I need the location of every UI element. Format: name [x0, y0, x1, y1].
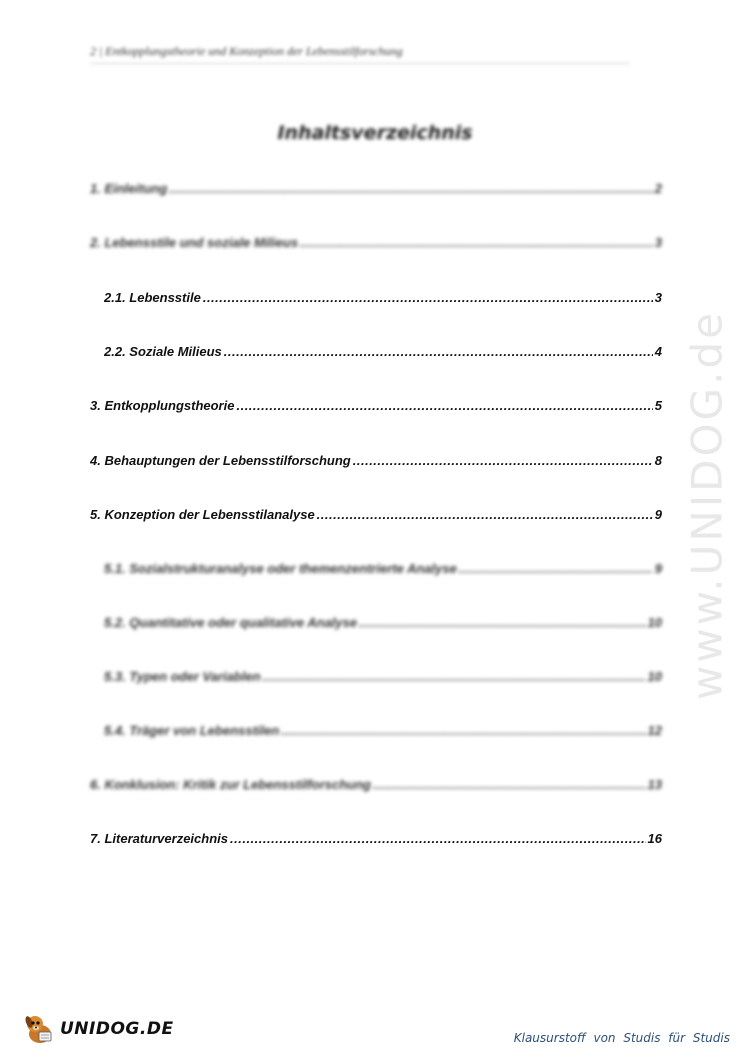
toc-entry-page: 2	[654, 181, 662, 196]
toc-leader-dots	[281, 723, 645, 738]
toc-entry-page: 12	[647, 723, 662, 738]
toc-leader-dots	[300, 235, 653, 250]
dog-mascot-icon	[22, 1012, 56, 1046]
toc-entry-label: 2.2. Soziale Milieus	[104, 344, 222, 359]
toc-entry	[104, 723, 662, 738]
toc-entry-page: 16	[647, 831, 662, 846]
toc-entry-page: 13	[647, 777, 662, 792]
toc-entry-label: 3. Entkopplungstheorie	[90, 398, 235, 413]
toc-entry-label: 5.2. Quantitative oder qualitative Analyse	[104, 615, 358, 630]
toc-entry-label: 5. Konzeption der Lebensstilanalyse	[90, 507, 315, 522]
toc-title: Inhaltsverzeichnis	[277, 122, 473, 144]
toc-leader-dots	[353, 453, 653, 468]
toc-leader-dots	[230, 831, 646, 846]
toc-entry-page: 8	[654, 453, 662, 468]
toc-entry-label: 5.3. Typen oder Variablen	[104, 669, 261, 684]
toc-entry-label: 4. Behauptungen der Lebensstilforschung	[90, 453, 351, 468]
logo-text: UNIDOG.DE	[60, 1019, 174, 1039]
toc-leader-dots	[263, 669, 646, 684]
toc-entry	[104, 344, 662, 359]
toc-entry-label: 2. Lebensstile und soziale Milieus	[90, 235, 299, 250]
toc-entry	[90, 235, 662, 250]
toc-entry-page: 10	[647, 669, 662, 684]
unidog-logo	[22, 1012, 174, 1046]
watermark-text: www.UNIDOG.de	[682, 310, 732, 700]
running-header: 2 | Entkopplungstheorie und Konzeption der Lebensstilforschung	[90, 44, 630, 64]
toc-entry	[104, 290, 662, 305]
toc-entry-page: 4	[654, 344, 662, 359]
toc-entry	[104, 561, 662, 576]
footer-slogan: Klausurstoff von Studis für Studis	[513, 1031, 730, 1045]
toc-entry	[104, 615, 662, 630]
toc-leader-dots	[224, 344, 653, 359]
toc-entry	[90, 831, 662, 846]
toc-leader-dots	[169, 181, 652, 196]
toc-entry-label: 2.1. Lebensstile	[104, 290, 201, 305]
toc-entry-page: 9	[654, 507, 662, 522]
toc-entry-label: 5.4. Träger von Lebensstilen	[104, 723, 280, 738]
watermark-anchor	[682, 310, 732, 700]
toc-entry	[104, 669, 662, 684]
toc-entry-page: 3	[654, 235, 662, 250]
toc-leader-dots	[317, 507, 653, 522]
toc-entry-page: 9	[654, 561, 662, 576]
toc-entry	[90, 777, 662, 792]
toc-entry-page: 10	[647, 615, 662, 630]
toc-entry	[90, 453, 662, 468]
toc-leader-dots	[236, 398, 652, 413]
toc-entry-label: 6. Konklusion: Kritik zur Lebensstilforschung	[90, 777, 371, 792]
toc-leader-dots	[459, 561, 653, 576]
toc-entry-page: 3	[654, 290, 662, 305]
toc-leader-dots	[373, 777, 646, 792]
toc-entry-page: 5	[654, 398, 662, 413]
toc-leader-dots	[359, 615, 645, 630]
toc-leader-dots	[203, 290, 653, 305]
toc-entry-label: 1. Einleitung	[90, 181, 168, 196]
toc-entry	[90, 398, 662, 413]
toc-entry-label: 5.1. Sozialstrukturanalyse oder themenzentrierte Analyse	[104, 561, 457, 576]
toc-entry-label: 7. Literaturverzeichnis	[90, 831, 228, 846]
toc-entry	[90, 507, 662, 522]
toc-entry	[90, 181, 662, 196]
